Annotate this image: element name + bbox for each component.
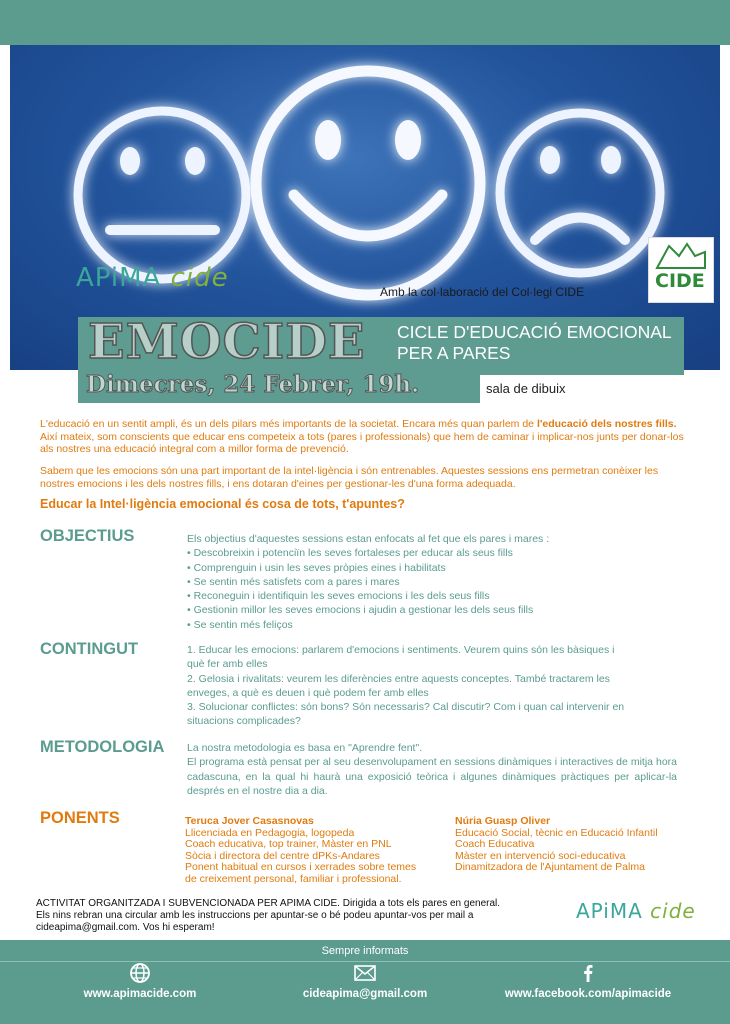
list-item: • Comprenguin i usin les seves pròpies eines i habilitats <box>187 561 446 574</box>
contingut-text: 1. Educar les emocions: parlarem d'emocions i sentiments. Veurem quins són les bàsiques i què fer amb elles 2. Gelosia i rivalitats: veurem les diferències entre aquests conceptes. També tractarem les enveges, a què es deuen i què podem fer amb elles 3. Solucionar conflictes: són bons? Són necessaris? Cal discutir? Com i quan cal intervenir en situacions complicades? <box>187 644 625 728</box>
objectius-title: OBJECTIUS <box>40 527 135 545</box>
footer-heading: Sempre informats <box>321 945 409 957</box>
footer <box>0 940 730 1024</box>
list-item: • Gestionin millor les seves emocions i ajudin a gestionar les dels seus fills <box>187 604 534 617</box>
apima-cide-logo: APiMA cide <box>76 263 229 293</box>
cide-building-icon <box>649 238 713 272</box>
website-link[interactable]: www.apimacide.com <box>30 962 250 1000</box>
cide-school-logo: CIDE <box>648 237 714 303</box>
envelope-icon <box>353 962 377 984</box>
happy-face-icon <box>256 71 480 295</box>
list-item: • Se sentin més feliços <box>187 618 293 631</box>
cycle-subtitle: CICLE D'EDUCACIÓ EMOCIONAL PER A PARES <box>397 322 672 363</box>
facebook-link[interactable]: www.facebook.com/apimacide <box>478 962 698 1000</box>
intro-paragraph-2: Sabem que les emocions són una part important de la intel·ligència i són entrenables. Aquestes sessions ens permetran conèixer les nostres emocions i les dels nostres fills, i ens dotaran d'eines per gestionar-les d'una forma adequada. <box>40 465 659 490</box>
event-title: EMOCIDE <box>88 314 366 370</box>
intro-question: Educar la Intel·ligència emocional és cosa de tots, t'apuntes? <box>40 497 405 511</box>
facebook-icon <box>577 962 599 984</box>
activity-info: ACTIVITAT ORGANITZADA I SUBVENCIONADA PER APIMA CIDE. Dirigida a tots els pares en general. Els nins rebran una circular amb les instruccions per apuntar-se o bé podeu apuntar-vos per mail a cideapima@gmail.com. Vos hi esperam! <box>36 898 501 934</box>
email-link[interactable]: cideapima@gmail.com <box>255 962 475 1000</box>
speaker-1: Teruca Jover Casasnovas Llicenciada en Pedagogia, logopeda Coach educativa, top trainer, Màster en PNL Sòcia i directora del centre dPKs-Andares Ponent habitual en cursos i xerrades sobre temes de creixement personal, familiar i professional. <box>185 815 417 885</box>
apima-cide-logo-small: APiMA cide <box>576 899 696 923</box>
objectius-text: Els objectius d'aquestes sessions estan enfocats al fet que els pares i mares : • Descobreixin i potenciïn les seves fortaleses per educar als seus fills • Comprenguin i usin les seves pròpies eines i habilitats • Se sentin més satisfets com a pares i mares • Reconeguin i identifiquin les seves emocions i les dels seus fills • Gestionin millor les seves emocions i ajudin a gestionar les dels seus fills • Se sentin més feliços <box>187 532 649 632</box>
metodologia-text: La nostra metodologia es basa en "Aprendre fent". El programa està pensat per al seu desenvolupament en sessions dinàmiques i interactives de mitja hora cadascuna, en la qual hi haurà una exposició teòrica i algunes dinàmiques pràctiques per aplicar-la després en el nostre dia a dia. <box>187 742 677 797</box>
event-room: sala de dibuix <box>486 381 566 396</box>
contingut-title: CONTINGUT <box>40 640 139 658</box>
list-item: • Se sentin més satisfets com a pares i mares <box>187 575 400 588</box>
list-item: • Reconeguin i identifiquin les seves emocions i les dels seus fills <box>187 590 490 603</box>
neutral-face-icon <box>78 111 246 279</box>
speaker-2: Núria Guasp Oliver Educació Social, tècnic en Educació Infantil Coach Educativa Màster en intervenció soci-educativa Dinamitzadora de l'Ajuntament de Palma <box>455 815 658 874</box>
metodologia-title: METODOLOGIA <box>40 738 165 756</box>
top-bar <box>0 0 730 45</box>
list-item: • Descobreixin i potenciïn les seves fortaleses per educar als seus fills <box>187 547 513 560</box>
event-date: Dimecres, 24 Febrer, 19h. <box>86 371 420 398</box>
sad-face-icon <box>500 113 660 273</box>
globe-icon <box>129 962 151 984</box>
intro-paragraph-1: L'educació en un sentit ampli, és un dels pilars més importants de la societat. Encara més quan parlem de l'educació dels nostres fills. Així mateix, som conscients que educar ens competeix a tots (pares i professionals) que hem de caminar i implicar-nos junts per donar-los als nostres una educació integral com a millor forma de prevenció. <box>40 418 684 455</box>
ponents-title: PONENTS <box>40 809 120 827</box>
collaboration-text: Amb la col·laboració del Col·legi CIDE <box>380 285 585 299</box>
